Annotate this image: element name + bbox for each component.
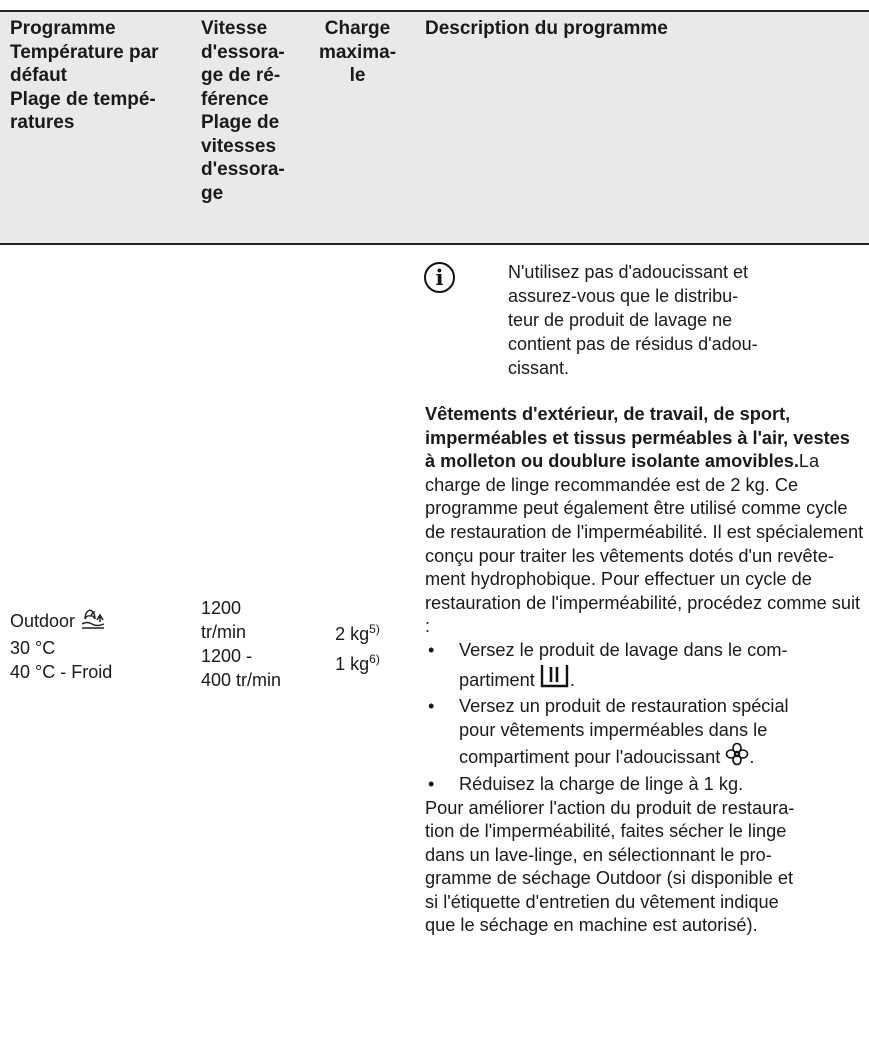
footnote-5: 5) [369,622,380,636]
spin-cell [201,596,311,692]
bullet-2-body: Versez un produit de restauration spécial pour vêtements imperméables dans le compartiment pour l'adoucissant . [459,695,865,773]
detergent-compartment-icon [540,663,570,696]
load-value-1 [310,622,405,646]
load-2-text: 1 kg [335,654,370,674]
spin-reference: 1200 tr/min [201,598,246,642]
bullet-1-body: Versez le produit de lavage dans le com- partiment . [459,639,865,695]
bullet-3-text: Réduisez la charge de linge à 1 kg. [459,773,744,794]
program-name-line [10,608,190,636]
note-text: N'utilisez pas d'adoucissant et assurez-vous que le distribu- teur de produit de lavage ne contient pas de résidus d'adou- cissant. [508,262,758,378]
load-1-text: 2 kg [335,624,370,644]
info-icon: i [424,262,455,293]
description-bold: Vêtements d'extérieur, de travail, de sport, imperméables et tissus perméables à l'air, vestes à molleton ou doublure isolante amovibles. [425,404,850,472]
description-intro: La charge de linge recommandée est de 2 kg. Ce programme peut également être utilisé comme cycle de restauration de l'imperméabilité. Il est spécialement conçu pour traiter les vêtements dotés d'un revête- ment hydrophobique. Pour effectuer un cycle de restauration de l'imperméabilité, procédez comme suit : [425,451,864,637]
bullet-1-text: Versez le produit de lavage dans le com- partiment [459,639,788,690]
footnote-6: 6) [369,652,380,666]
header-max-load: Charge maxima- le [318,18,397,86]
bullet-item-2 [425,695,865,773]
program-cell [10,608,190,684]
bullet-mark: • [428,639,435,660]
bullet-mark: • [428,773,435,794]
outdoor-icon [80,608,106,636]
spin-range: 1200 - 400 tr/min [201,646,282,690]
header-program: Programme Température par défaut Plage de tempé- ratures [10,18,159,133]
description-closing: Pour améliorer l'action du produit de restaura- tion de l'imperméabilité, faites sécher le linge dans un lave-linge, en sélectionnant le pro- gramme de séchage Outdoor (si disponible et si l'étiquette d'entretien du vêtement indique que le séchage en machine est autorisé). [425,797,795,936]
header-description: Description du programme [425,18,668,39]
default-temperature: 30 °C [10,638,56,658]
program-description [425,403,865,938]
bullet-item-3 [425,773,865,797]
softener-flower-icon [725,742,749,773]
bullet-mark: • [428,696,435,717]
bullet-item-1 [425,639,865,695]
load-value-2 [310,652,405,676]
bullet-2-text: Versez un produit de restauration spécial pour vêtements imperméables dans le compartiment pour l'adoucissant [459,696,789,768]
temperature-range: 40 °C - Froid [10,662,113,682]
load-cell [310,622,405,676]
header-spin-speed: Vitesse d'essora- ge de ré- férence Plage de vitesses d'essora- ge [201,18,285,204]
description-paragraph [425,403,865,639]
program-name: Outdoor [10,611,76,631]
table-top-rule [0,10,869,12]
